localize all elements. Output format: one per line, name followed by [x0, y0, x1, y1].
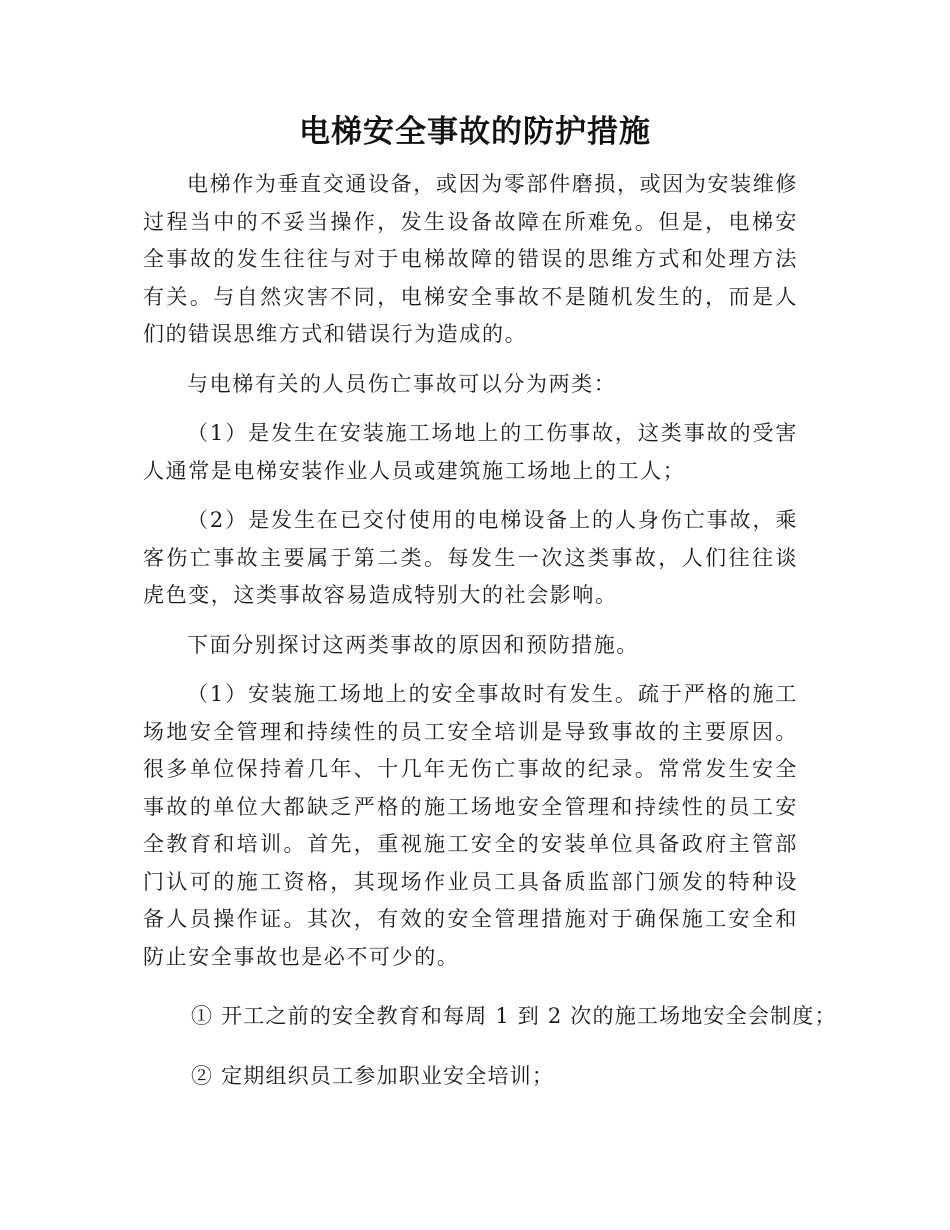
- document-body: [143, 166, 837, 1095]
- paragraph-type-2: （2）是发生在已交付使用的电梯设备上的人身伤亡事故，乘客伤亡事故主要属于第二类。每发生一次这类事故，人们往往谈虎色变，这类事故容易造成特别大的社会影响。: [143, 508, 798, 607]
- list-item-safety-training: ② 定期组织员工参加职业安全培训；: [191, 1063, 555, 1088]
- paragraph-type-1: （1）是发生在安装施工场地上的工伤事故，这类事故的受害人通常是电梯安装作业人员或建筑施工场地上的工人；: [143, 421, 798, 483]
- document-title: 电梯安全事故的防护措施: [299, 114, 651, 150]
- paragraph-classification: 与电梯有关的人员伤亡事故可以分为两类：: [187, 371, 617, 396]
- paragraph-intro: 电梯作为垂直交通设备，或因为零部件磨损，或因为安装维修过程当中的不妥当操作，发生设备故障在所难免。但是，电梯安全事故的发生往往与对于电梯故障的错误的思维方式和处理方法有关。与自然灾害不同，电梯安全事故不是随机发生的，而是人们的错误思维方式和错误行为造成的。: [143, 172, 798, 346]
- list-item-safety-meeting: ① 开工之前的安全教育和每周 1 到 2 次的施工场地安全会制度；: [191, 1004, 837, 1028]
- paragraph-discussion-intro: 下面分别探讨这两类事故的原因和预防措施。: [187, 632, 639, 657]
- paragraph-site-accidents: （1）安装施工场地上的安全事故时有发生。疏于严格的施工场地安全管理和持续性的员工安全培训是导致事故的主要原因。很多单位保持着几年、十几年无伤亡事故的纪录。常常发生安全事故的单位大都缺乏严格的施工场地安全管理和持续性的员工安全教育和培训。首先，重视施工安全的安装单位具备政府主管部门认可的施工资格，其现场作业员工具备质监部门颁发的特种设备人员操作证。其次，有效的安全管理措施对于确保施工安全和防止安全事故也是必不可少的。: [143, 682, 798, 969]
